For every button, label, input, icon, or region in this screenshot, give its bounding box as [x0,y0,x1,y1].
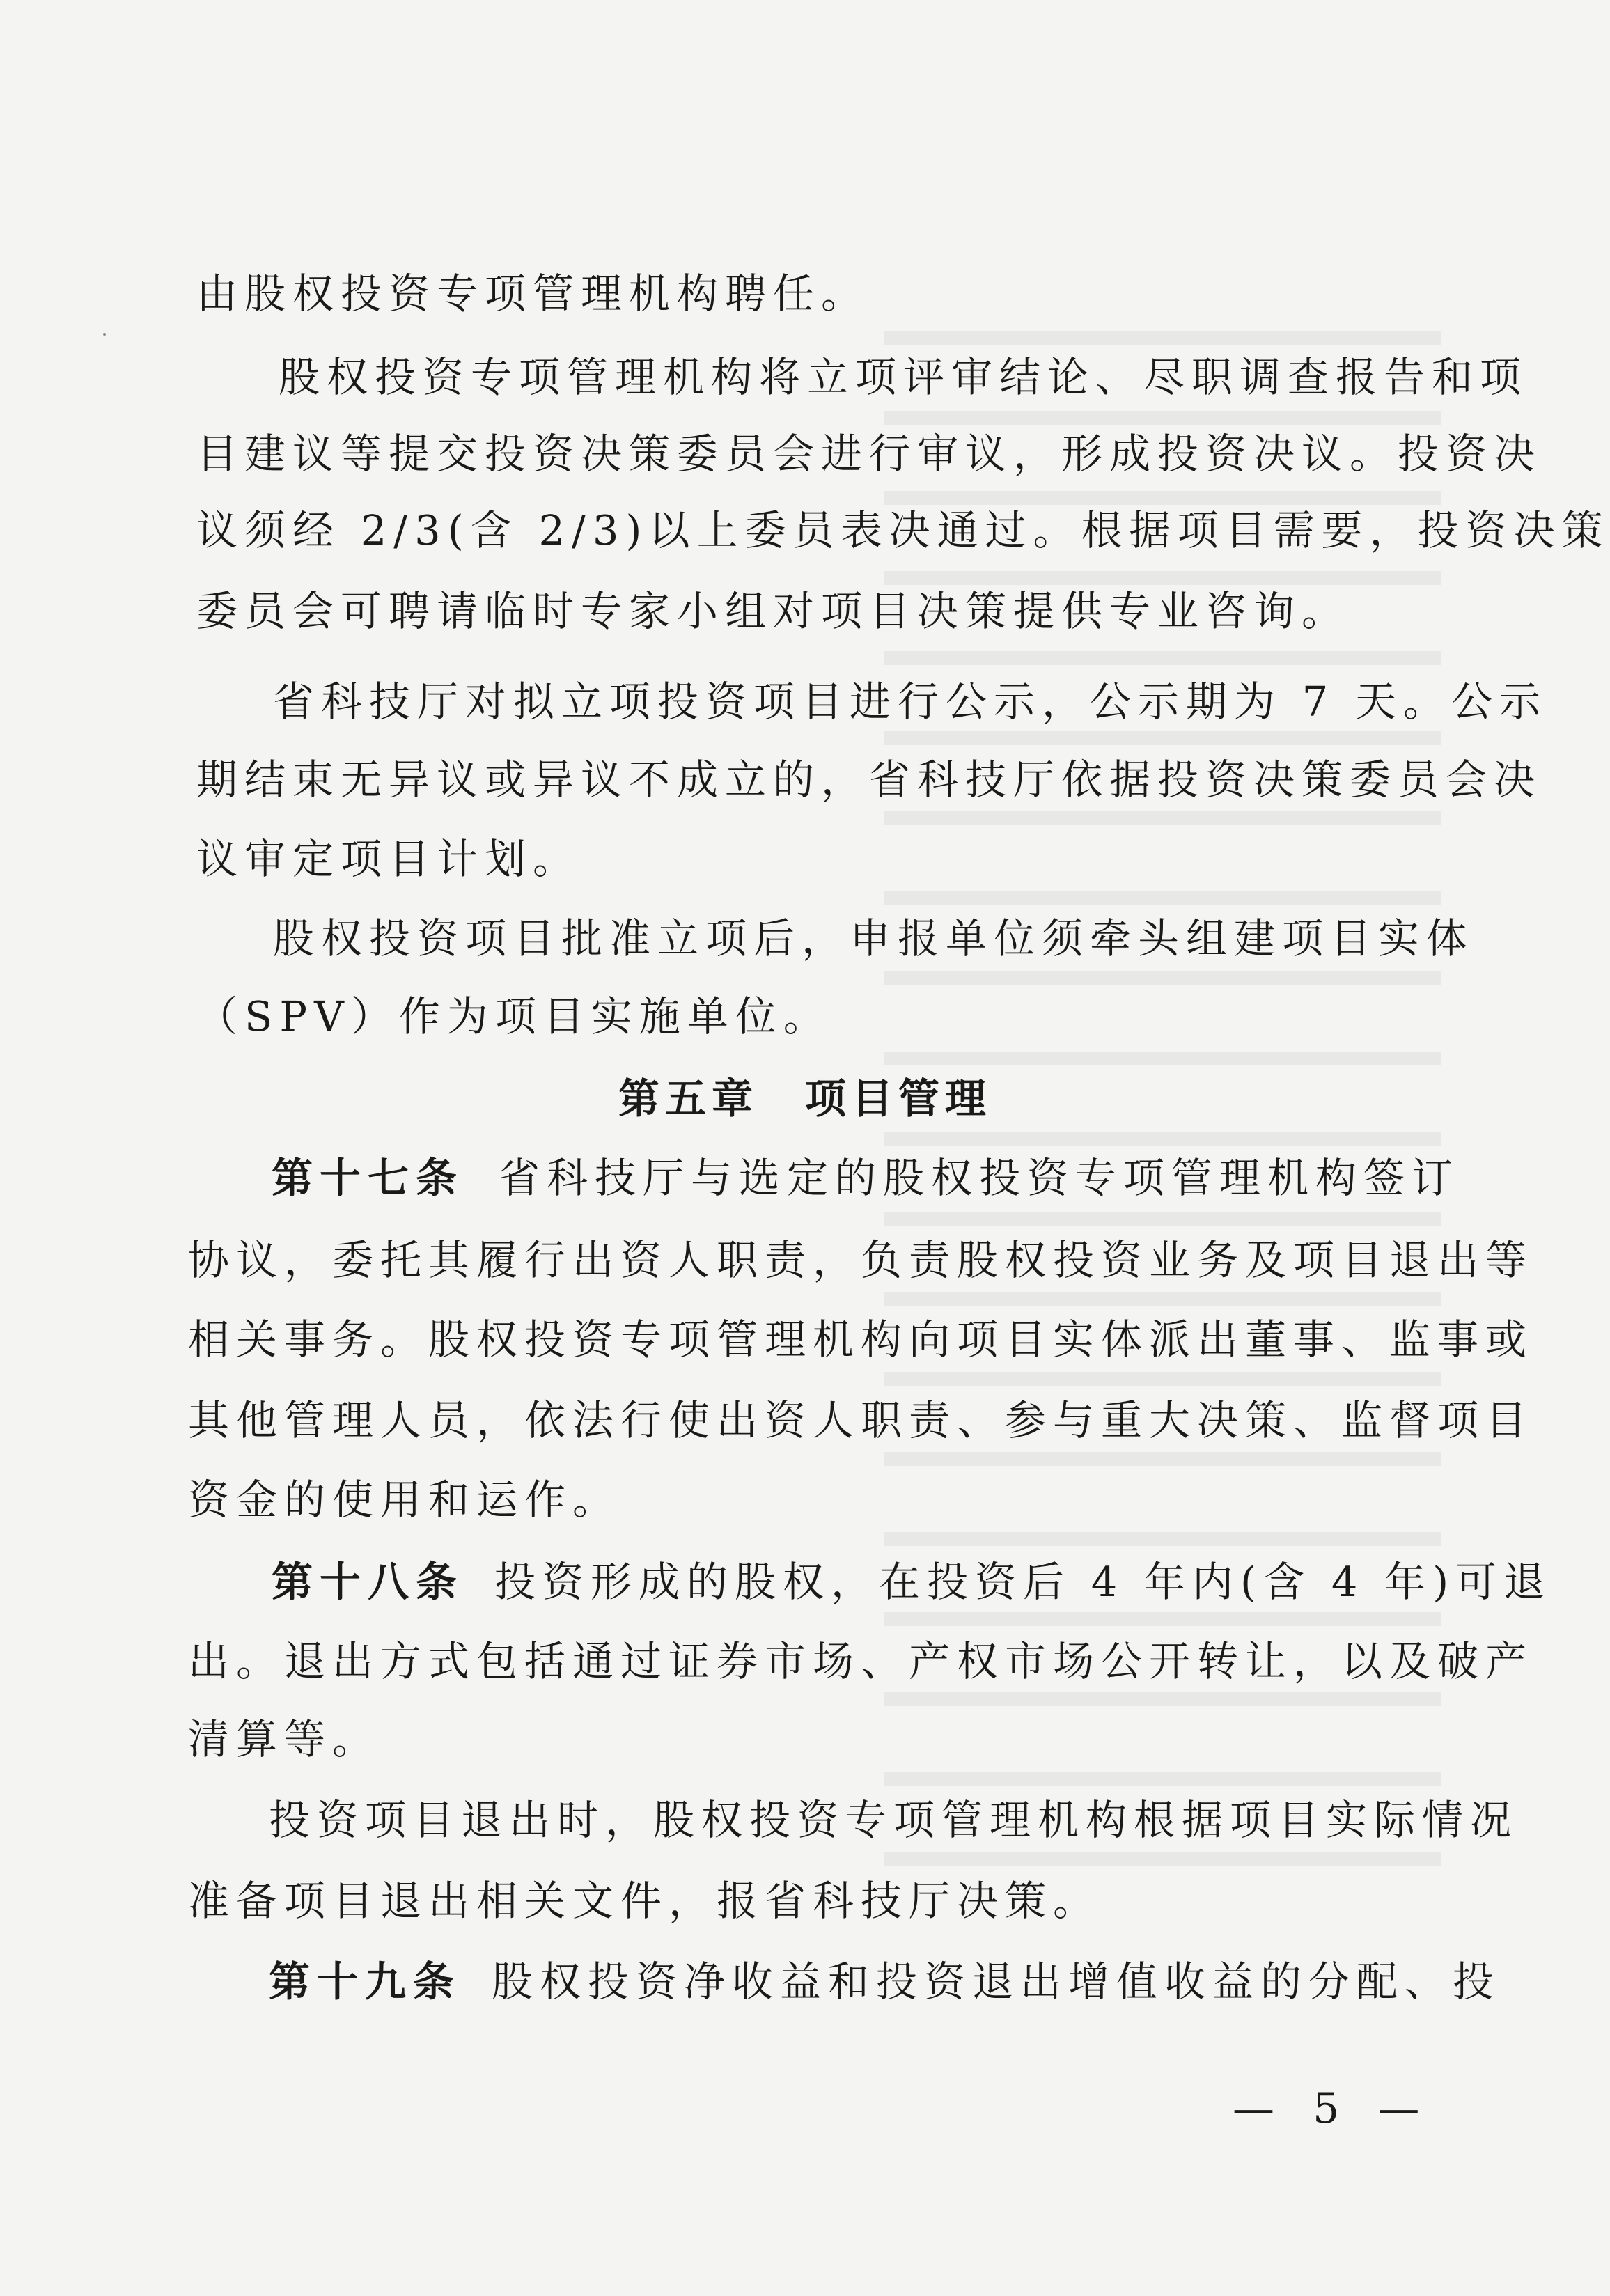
article-18-label: 第十八条 [272,1558,464,1606]
text-line-5: 委员会可聘请临时专家小组对项目决策提供专业咨询。 [196,587,1350,635]
article-17-line-4: 其他管理人员，依法行使出资人职责、参与重大决策、监督项目 [188,1396,1534,1444]
page-number: — 5 — [1233,2084,1432,2133]
article-17-label: 第十七条 [272,1154,464,1202]
text-line-1: 由股权投资专项管理机构聘任。 [196,270,870,318]
text-line-3: 目建议等提交投资决策委员会进行审议，形成投资决议。投资决 [196,430,1542,478]
article-17-first-line [272,1150,1460,1206]
article-18-text: 投资形成的股权，在投资后 4 年内(含 4 年)可退 [494,1558,1552,1606]
article-17-text: 省科技厅与选定的股权投资专项管理机构签订 [499,1154,1460,1202]
article-17-line-2: 协议，委托其履行出资人职责，负责股权投资业务及项目退出等 [188,1236,1534,1284]
text-line-8: 议审定项目计划。 [196,835,581,883]
text-line-4: 议须经 2/3(含 2/3)以上委员表决通过。根据项目需要，投资决策 [196,506,1610,554]
scan-speck [103,333,106,336]
text-line-6: 省科技厅对拟立项投资项目进行公示，公示期为 7 天。公示 [273,678,1548,726]
article-18-first-line [272,1554,1552,1610]
article-19-label: 第十九条 [269,1958,462,2006]
article-18-line-2: 出。退出方式包括通过证券市场、产权市场公开转让，以及破产 [188,1637,1534,1685]
text-line-10: （SPV）作为项目实施单位。 [196,992,831,1040]
article-19-first-line [269,1954,1501,2010]
article-19-text: 股权投资净收益和投资退出增值收益的分配、投 [492,1958,1501,2006]
article-18-para2-line-2: 准备项目退出相关文件，报省科技厅决策。 [188,1877,1102,1925]
article-18-para2-line-1: 投资项目退出时，股权投资专项管理机构根据项目实际情况 [269,1796,1519,1844]
text-line-9: 股权投资项目批准立项后，申报单位须牵头组建项目实体 [273,914,1475,962]
article-17-line-5: 资金的使用和运作。 [188,1476,621,1524]
text-line-7: 期结束无异议或异议不成立的，省科技厅依据投资决策委员会决 [196,756,1542,804]
article-18-line-3: 清算等。 [188,1715,381,1763]
chapter-title: 第五章 项目管理 [618,1075,992,1123]
text-line-2: 股权投资专项管理机构将立项评审结论、尽职调查报告和项 [279,353,1529,401]
article-17-line-3: 相关事务。股权投资专项管理机构向项目实体派出董事、监事或 [188,1315,1534,1364]
